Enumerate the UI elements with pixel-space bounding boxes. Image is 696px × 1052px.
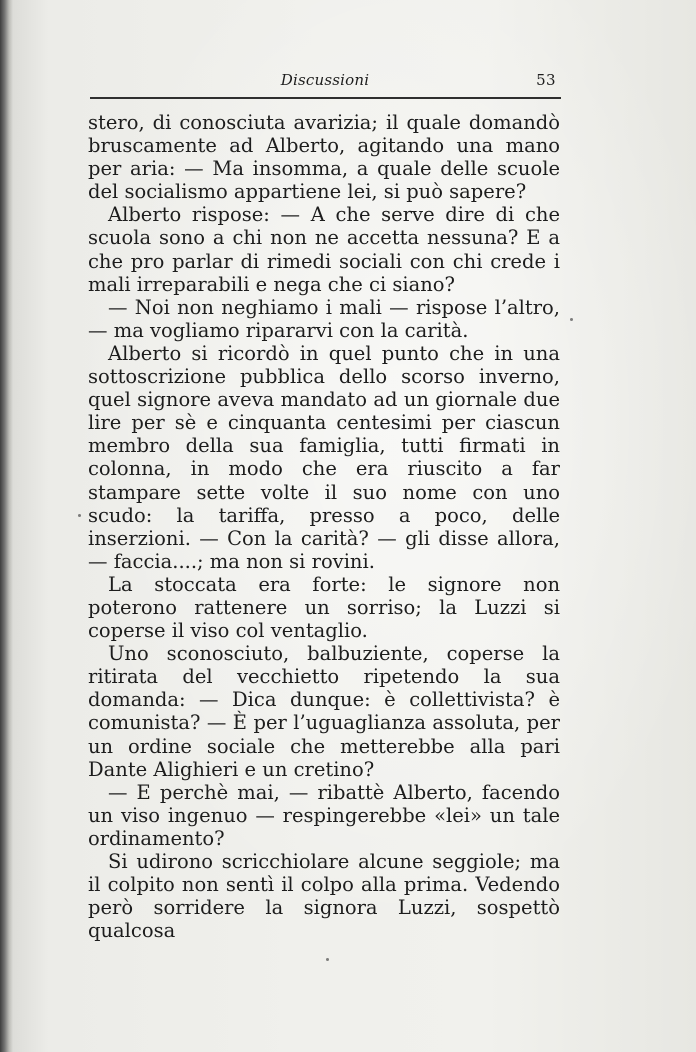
body-text xyxy=(88,111,560,942)
page-header xyxy=(90,71,560,95)
paragraph-1: stero, di conosciuta avarizia; il quale domandò bruscamente ad Alberto, agitando una mano per aria: — Ma insomma, a quale delle scuole del socialismo appartiene lei, si può sapere? xyxy=(88,111,560,204)
book-binding-shadow xyxy=(0,0,13,1052)
running-title: Discussioni xyxy=(280,71,370,89)
scan-speck xyxy=(326,958,329,961)
scan-speck xyxy=(570,318,573,321)
paragraph-4: Alberto si ricordò in quel punto che in una sottoscrizione pubblica dello scorso inverno, quel signore aveva mandato ad un giornale due lire per sè e cinquanta centesimi per ciascun membro della sua famiglia, tutti firmati in colonna, in modo che era riuscito a far stampare sette volte il suo nome con uno scudo: la tariffa, presso a poco, delle inserzioni. — Con la carità? — gli disse allora, — faccia....; ma non si rovini. xyxy=(88,341,560,573)
paragraph-6: Uno sconosciuto, balbuziente, coperse la ritirata del vecchietto ripetendo la sua domanda: — Dica dunque: è collettivista? è comunista? — È per l’uguaglianza assoluta, per un ordine sociale che metterebbe alla pari Dante Alighieri e un cretino? xyxy=(88,642,560,781)
paragraph-2: Alberto rispose: — A che serve dire di che scuola sono a chi non ne accetta nessuna? E a che pro parlar di rimedi sociali con chi crede i mali irreparabili e nega che ci siano? xyxy=(88,203,560,296)
header-rule xyxy=(90,97,561,99)
paragraph-7: — E perchè mai, — ribattè Alberto, facendo un viso ingenuo — respingerebbe «lei» un tale ordinamento? xyxy=(88,780,560,850)
scan-speck xyxy=(78,514,81,517)
paragraph-3: — Noi non neghiamo i mali — rispose l’altro, — ma vogliamo ripararvi con la carità. xyxy=(88,295,560,342)
page-number: 53 xyxy=(536,71,556,89)
paragraph-5: La stoccata era forte: le signore non poterono rattenere un sorriso; la Luzzi si coperse il viso col ventaglio. xyxy=(88,572,560,643)
paragraph-8: Si udirono scricchiolare alcune seggiole; ma il colpito non sentì il colpo alla prima. Vedendo però sorridere la signora Luzzi, sospettò qualcosa xyxy=(88,850,560,943)
